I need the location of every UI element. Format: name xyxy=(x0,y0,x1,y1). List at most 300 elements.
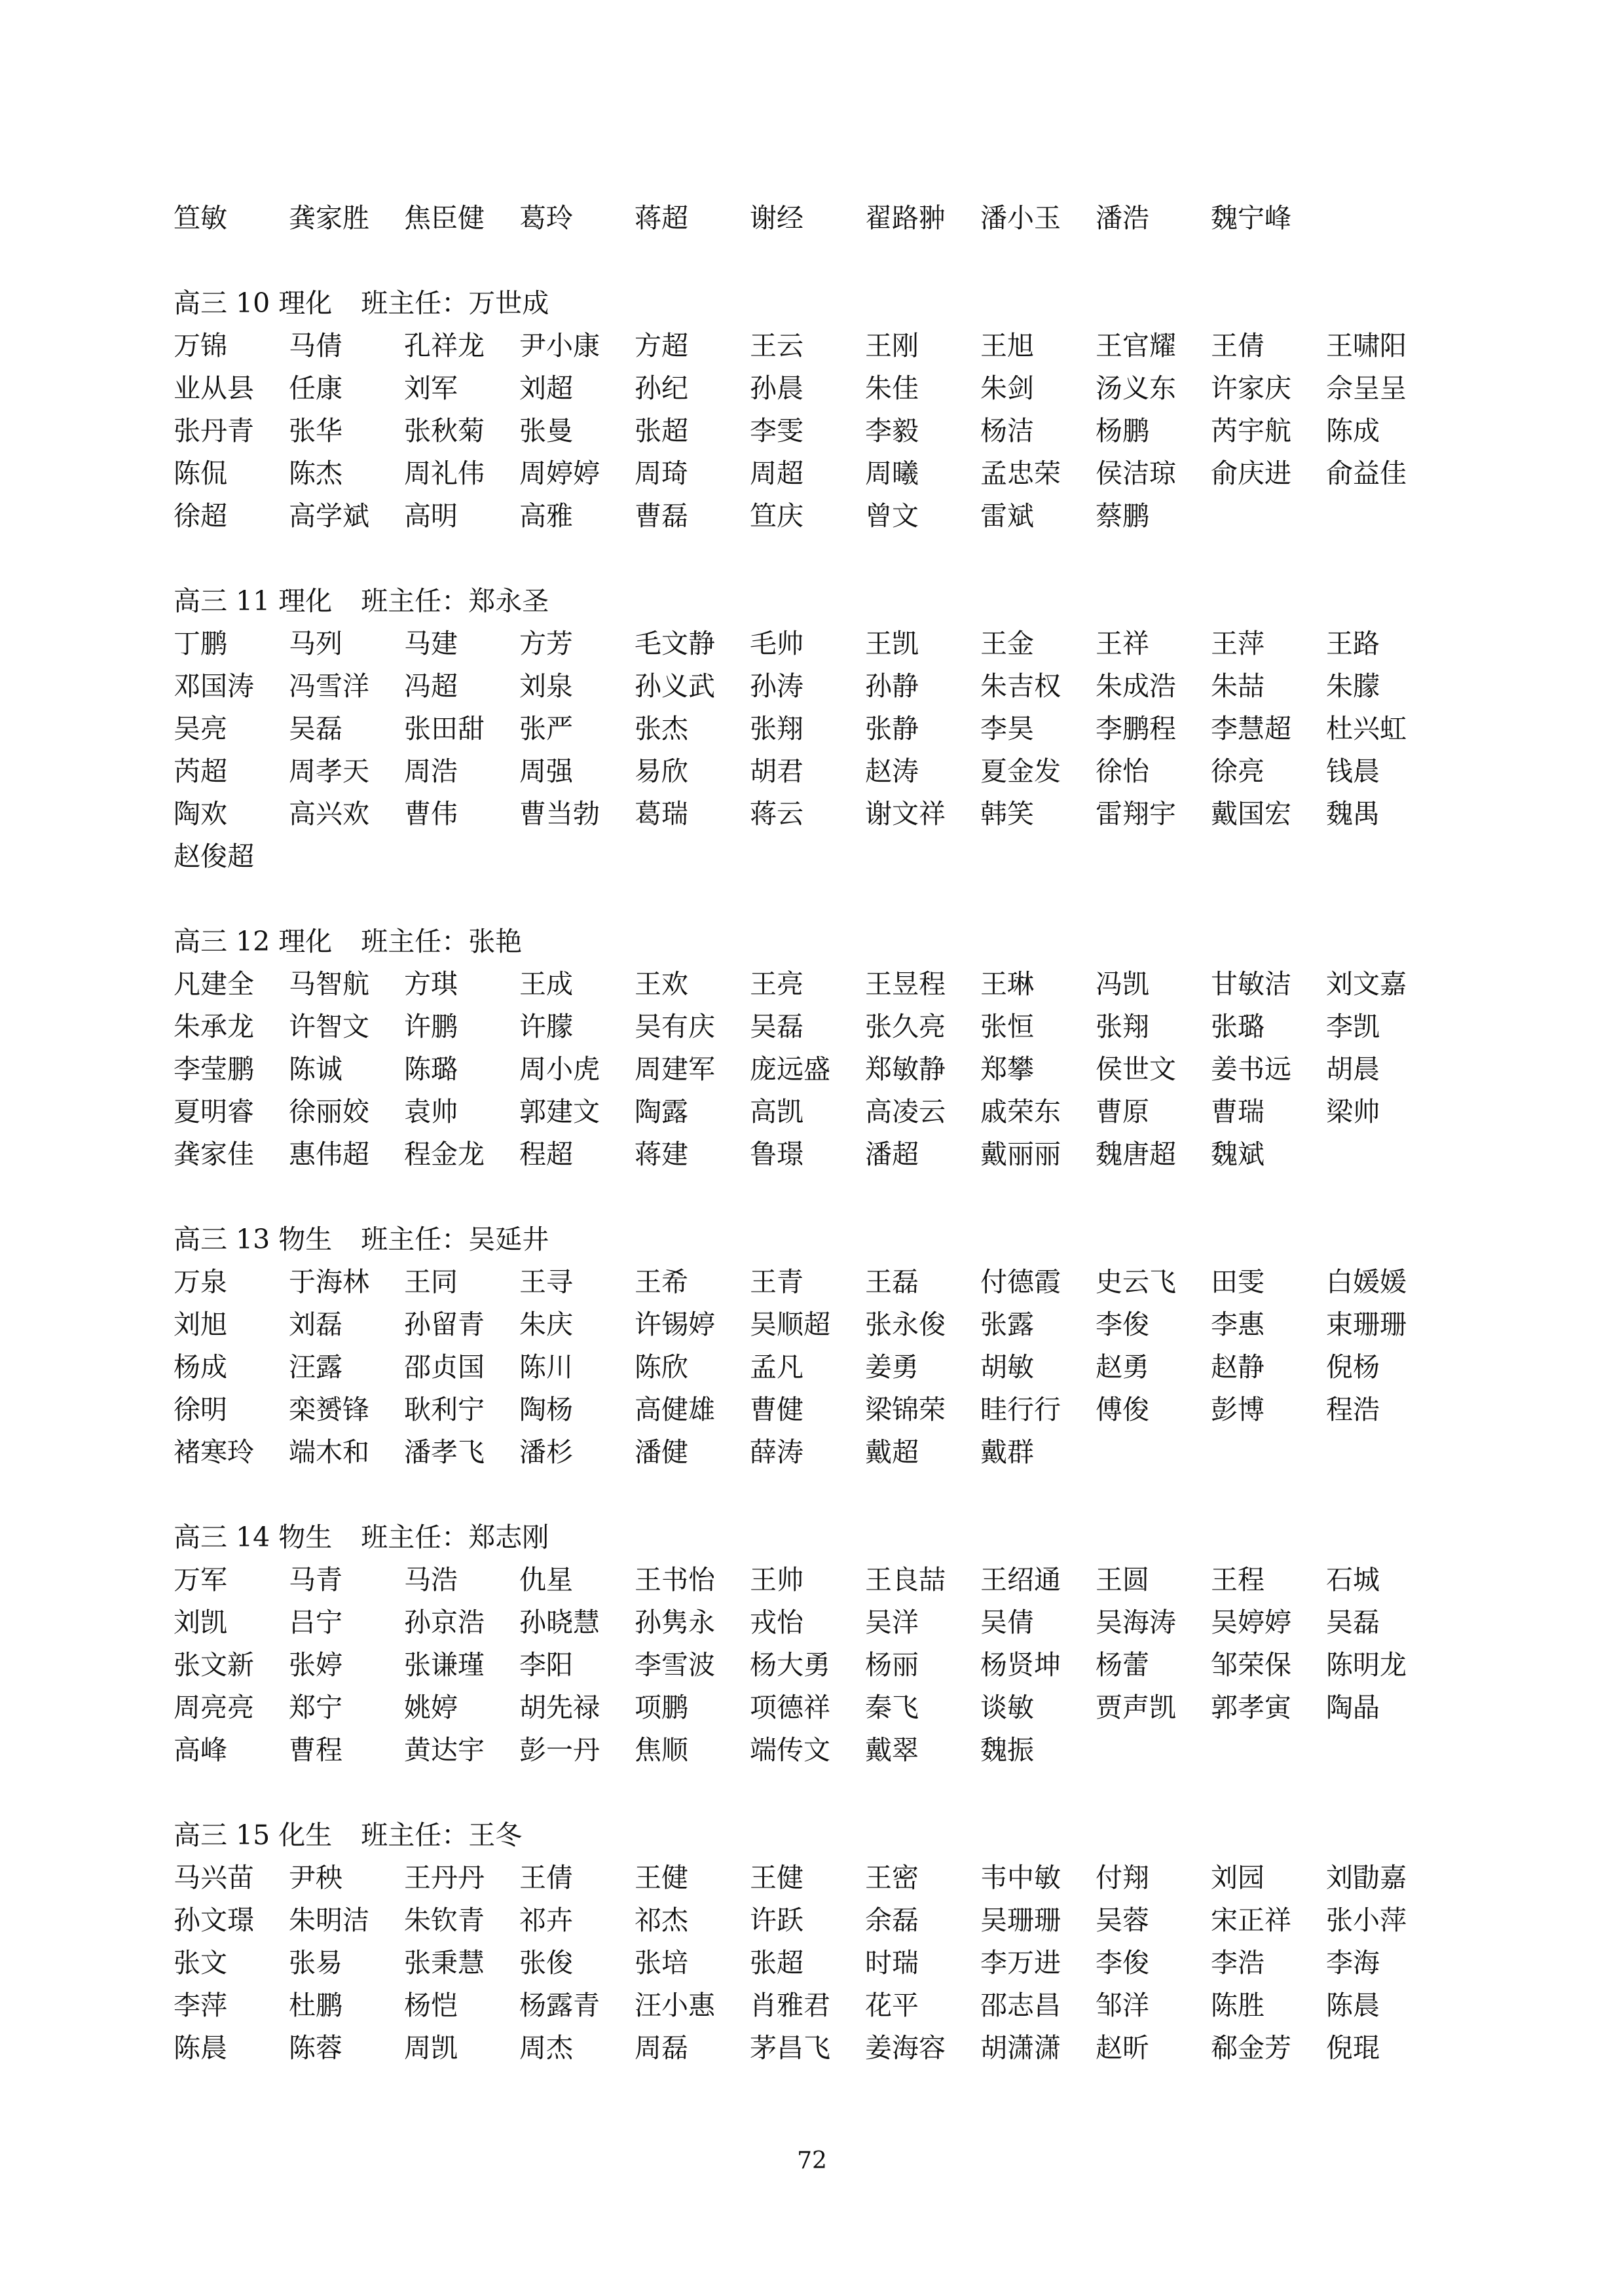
student-name: 王寻 xyxy=(519,1266,573,1298)
student-row xyxy=(174,1135,1457,1174)
student-name: 许朦 xyxy=(519,1011,573,1042)
student-name: 戴翠 xyxy=(865,1734,919,1766)
student-name: 尹小康 xyxy=(519,330,600,361)
student-name: 戴丽丽 xyxy=(980,1139,1061,1170)
student-row xyxy=(174,1901,1457,1940)
student-name: 万泉 xyxy=(174,1266,227,1298)
student-name: 张杰 xyxy=(635,713,688,744)
student-name: 郭孝寅 xyxy=(1211,1692,1291,1723)
student-name: 张丹青 xyxy=(174,415,254,446)
student-name: 毛文静 xyxy=(635,628,715,659)
student-name: 王同 xyxy=(404,1266,458,1298)
student-name: 夏明睿 xyxy=(174,1096,254,1127)
student-row xyxy=(174,1432,1457,1472)
student-name: 王云 xyxy=(750,330,803,361)
student-row xyxy=(174,1603,1457,1642)
student-name: 吴顺超 xyxy=(750,1309,830,1340)
student-name: 李毅 xyxy=(865,415,919,446)
student-name: 凡建全 xyxy=(174,968,254,1000)
student-name: 倪琨 xyxy=(1326,2032,1380,2064)
student-name: 徐超 xyxy=(174,500,227,532)
student-name: 刘凯 xyxy=(174,1607,227,1638)
student-name: 周琦 xyxy=(635,458,688,489)
student-name: 潘小玉 xyxy=(980,202,1061,234)
student-name: 薛涛 xyxy=(750,1436,803,1468)
head-teacher: 班主任：吴延井 xyxy=(361,1224,549,1255)
student-name: 刘旭 xyxy=(174,1309,227,1340)
student-name: 马兴苗 xyxy=(174,1862,254,1893)
student-name: 焦顺 xyxy=(635,1734,688,1766)
student-name: 王倩 xyxy=(1211,330,1264,361)
student-name: 姜勇 xyxy=(865,1351,919,1383)
student-name: 冯雪洋 xyxy=(289,670,369,702)
student-name: 汪露 xyxy=(289,1351,342,1383)
class-section-header xyxy=(174,581,549,621)
student-name: 孟凡 xyxy=(750,1351,803,1383)
student-name: 孙晨 xyxy=(750,373,803,404)
student-name: 雷翔宇 xyxy=(1096,798,1176,829)
student-name: 付翔 xyxy=(1096,1862,1149,1893)
student-name: 王旭 xyxy=(980,330,1034,361)
student-name: 吴亮 xyxy=(174,713,227,744)
student-name: 马青 xyxy=(289,1564,342,1595)
student-name: 许鹏 xyxy=(404,1011,458,1042)
student-name: 周超 xyxy=(750,458,803,489)
student-name: 陈诚 xyxy=(289,1053,342,1085)
student-name: 刘园 xyxy=(1211,1862,1264,1893)
student-row xyxy=(174,1007,1457,1046)
student-name: 姚婷 xyxy=(404,1692,458,1723)
student-name: 王书怡 xyxy=(635,1564,715,1595)
student-name: 孔祥龙 xyxy=(404,330,485,361)
student-name: 赵静 xyxy=(1211,1351,1264,1383)
student-name: 吴倩 xyxy=(980,1607,1034,1638)
student-name: 龚家佳 xyxy=(174,1139,254,1170)
student-name: 王希 xyxy=(635,1266,688,1298)
class-section-header xyxy=(174,1518,549,1557)
student-name: 朱佳 xyxy=(865,373,919,404)
student-name: 付德霞 xyxy=(980,1266,1061,1298)
student-name: 许锡婷 xyxy=(635,1309,715,1340)
student-name: 张露 xyxy=(980,1309,1034,1340)
student-name: 张恒 xyxy=(980,1011,1034,1042)
student-name: 毛帅 xyxy=(750,628,803,659)
student-row xyxy=(174,454,1457,493)
student-name: 孙隽永 xyxy=(635,1607,715,1638)
student-name: 周磊 xyxy=(635,2032,688,2064)
student-name: 侯世文 xyxy=(1096,1053,1176,1085)
student-name: 方芳 xyxy=(519,628,573,659)
student-name: 杨蕾 xyxy=(1096,1649,1149,1681)
student-name: 刘文嘉 xyxy=(1326,968,1407,1000)
student-name: 张曼 xyxy=(519,415,573,446)
student-name: 戎怡 xyxy=(750,1607,803,1638)
student-name: 雷斌 xyxy=(980,500,1034,532)
student-row xyxy=(174,1943,1457,1982)
student-name: 冯凯 xyxy=(1096,968,1149,1000)
student-name: 孟忠荣 xyxy=(980,458,1061,489)
student-name: 谈敏 xyxy=(980,1692,1034,1723)
student-name: 王祥 xyxy=(1096,628,1149,659)
student-name: 王帅 xyxy=(750,1564,803,1595)
student-name: 周浩 xyxy=(404,756,458,787)
student-name: 朱朦 xyxy=(1326,670,1380,702)
student-name: 陈杰 xyxy=(289,458,342,489)
student-name: 花平 xyxy=(865,1990,919,2021)
student-name: 张文 xyxy=(174,1947,227,1978)
student-name: 钱晨 xyxy=(1326,756,1380,787)
student-name: 魏宁峰 xyxy=(1211,202,1291,234)
student-name: 徐明 xyxy=(174,1394,227,1425)
student-name: 曹磊 xyxy=(635,500,688,532)
student-name: 王青 xyxy=(750,1266,803,1298)
student-name: 彭一丹 xyxy=(519,1734,600,1766)
student-row xyxy=(174,624,1457,663)
student-name: 徐亮 xyxy=(1211,756,1264,787)
student-name: 马浩 xyxy=(404,1564,458,1595)
student-name: 魏振 xyxy=(980,1734,1034,1766)
student-name: 吴磊 xyxy=(1326,1607,1380,1638)
student-name: 赵涛 xyxy=(865,756,919,787)
student-name: 高凌云 xyxy=(865,1096,946,1127)
page-number: 72 xyxy=(797,2147,827,2174)
student-name: 龚家胜 xyxy=(289,202,369,234)
student-name: 方超 xyxy=(635,330,688,361)
student-name: 魏唐超 xyxy=(1096,1139,1176,1170)
student-name: 易欣 xyxy=(635,756,688,787)
student-name: 梁锦荣 xyxy=(865,1394,946,1425)
student-name: 周杰 xyxy=(519,2032,573,2064)
student-name: 项德祥 xyxy=(750,1692,830,1723)
student-name: 李慧超 xyxy=(1211,713,1291,744)
student-name: 杨露青 xyxy=(519,1990,600,2021)
student-name: 庞远盛 xyxy=(750,1053,830,1085)
student-name: 陈明龙 xyxy=(1326,1649,1407,1681)
student-name: 田雯 xyxy=(1211,1266,1264,1298)
student-name: 李莹鹏 xyxy=(174,1053,254,1085)
student-name: 曹伟 xyxy=(404,798,458,829)
student-row xyxy=(174,794,1457,833)
student-name: 端传文 xyxy=(750,1734,830,1766)
student-name: 程超 xyxy=(519,1139,573,1170)
student-name: 褚寒玲 xyxy=(174,1436,254,1468)
student-name: 吴蓉 xyxy=(1096,1904,1149,1936)
student-name: 耿利宁 xyxy=(404,1394,485,1425)
head-teacher: 班主任：王冬 xyxy=(361,1819,523,1851)
student-name: 王啸阳 xyxy=(1326,330,1407,361)
student-name: 周孝天 xyxy=(289,756,369,787)
student-row xyxy=(174,411,1457,450)
student-name: 孙涛 xyxy=(750,670,803,702)
student-name: 业从县 xyxy=(174,373,254,404)
student-name: 潘健 xyxy=(635,1436,688,1468)
student-name: 杨大勇 xyxy=(750,1649,830,1681)
head-teacher: 班主任：郑志刚 xyxy=(361,1522,549,1553)
student-row xyxy=(174,1986,1457,2025)
student-name: 邹洋 xyxy=(1096,1990,1149,2021)
student-name: 芮宇航 xyxy=(1211,415,1291,446)
student-name: 张静 xyxy=(865,713,919,744)
student-name: 王倩 xyxy=(519,1862,573,1893)
student-name: 王磊 xyxy=(865,1266,919,1298)
student-name: 张小萍 xyxy=(1326,1904,1407,1936)
student-row xyxy=(174,326,1457,365)
student-name: 邹荣保 xyxy=(1211,1649,1291,1681)
student-name: 王圆 xyxy=(1096,1564,1149,1595)
student-name: 曹原 xyxy=(1096,1096,1149,1127)
student-name: 吴有庆 xyxy=(635,1011,715,1042)
student-name: 邓国涛 xyxy=(174,670,254,702)
student-name: 祁杰 xyxy=(635,1904,688,1936)
student-name: 刘超 xyxy=(519,373,573,404)
student-name: 高健雄 xyxy=(635,1394,715,1425)
student-name: 张易 xyxy=(289,1947,342,1978)
student-name: 高凯 xyxy=(750,1096,803,1127)
student-name: 袁帅 xyxy=(404,1096,458,1127)
student-name: 赵勇 xyxy=(1096,1351,1149,1383)
student-name: 王程 xyxy=(1211,1564,1264,1595)
student-name: 高学斌 xyxy=(289,500,369,532)
student-name: 孙纪 xyxy=(635,373,688,404)
student-row xyxy=(174,2028,1457,2068)
student-name: 戚荣东 xyxy=(980,1096,1061,1127)
student-row xyxy=(174,1049,1457,1089)
student-name: 朱喆 xyxy=(1211,670,1264,702)
student-name: 马列 xyxy=(289,628,342,659)
student-name: 朱庆 xyxy=(519,1309,573,1340)
student-name: 邵贞国 xyxy=(404,1351,485,1383)
student-name: 李萍 xyxy=(174,1990,227,2021)
student-name: 项鹏 xyxy=(635,1692,688,1723)
student-name: 丁鹏 xyxy=(174,628,227,659)
student-name: 朱剑 xyxy=(980,373,1034,404)
student-name: 秦飞 xyxy=(865,1692,919,1723)
student-name: 邵志昌 xyxy=(980,1990,1061,2021)
student-name: 孙义武 xyxy=(635,670,715,702)
student-name: 蔡鹏 xyxy=(1096,500,1149,532)
student-name: 李雪波 xyxy=(635,1649,715,1681)
student-name: 李阳 xyxy=(519,1649,573,1681)
student-name: 杨鹏 xyxy=(1096,415,1149,446)
student-name: 张翔 xyxy=(1096,1011,1149,1042)
student-name: 李昊 xyxy=(980,713,1034,744)
class-section-header xyxy=(174,283,549,323)
student-row xyxy=(174,1560,1457,1599)
student-name: 魏禺 xyxy=(1326,798,1380,829)
student-name: 张秋菊 xyxy=(404,415,485,446)
student-name: 曹程 xyxy=(289,1734,342,1766)
student-name: 张翔 xyxy=(750,713,803,744)
student-name: 万军 xyxy=(174,1564,227,1595)
student-name: 白媛媛 xyxy=(1326,1266,1407,1298)
student-name: 吴磊 xyxy=(750,1011,803,1042)
student-name: 王绍通 xyxy=(980,1564,1061,1595)
student-name: 李海 xyxy=(1326,1947,1380,1978)
student-name: 杨丽 xyxy=(865,1649,919,1681)
student-name: 梁帅 xyxy=(1326,1096,1380,1127)
student-name: 笪敏 xyxy=(174,202,227,234)
student-name: 焦臣健 xyxy=(404,202,485,234)
student-name: 吴海涛 xyxy=(1096,1607,1176,1638)
student-name: 周小虎 xyxy=(519,1053,600,1085)
student-name: 朱承龙 xyxy=(174,1011,254,1042)
student-name: 谢经 xyxy=(750,202,803,234)
student-name: 高明 xyxy=(404,500,458,532)
student-name: 曹瑞 xyxy=(1211,1096,1264,1127)
student-name: 胡先禄 xyxy=(519,1692,600,1723)
student-name: 吴婷婷 xyxy=(1211,1607,1291,1638)
student-name: 朱明洁 xyxy=(289,1904,369,1936)
student-name: 李雯 xyxy=(750,415,803,446)
student-name: 石城 xyxy=(1326,1564,1380,1595)
student-name: 戴超 xyxy=(865,1436,919,1468)
student-name: 王成 xyxy=(519,968,573,1000)
student-row xyxy=(174,1305,1457,1344)
student-name: 戴群 xyxy=(980,1436,1034,1468)
student-name: 张超 xyxy=(635,415,688,446)
student-name: 陈成 xyxy=(1326,415,1380,446)
student-row xyxy=(174,1730,1457,1770)
student-name: 陈蓉 xyxy=(289,2032,342,2064)
student-name: 姜海容 xyxy=(865,2032,946,2064)
student-name: 杜兴虹 xyxy=(1326,713,1407,744)
student-name: 徐丽姣 xyxy=(289,1096,369,1127)
student-name: 许跃 xyxy=(750,1904,803,1936)
student-name: 潘孝飞 xyxy=(404,1436,485,1468)
student-name: 刘勖嘉 xyxy=(1326,1862,1407,1893)
class-name: 高三 11 理化 xyxy=(174,585,333,617)
student-name: 吴洋 xyxy=(865,1607,919,1638)
student-name: 仇星 xyxy=(519,1564,573,1595)
student-name: 朱成浩 xyxy=(1096,670,1176,702)
student-name: 张华 xyxy=(289,415,342,446)
student-name: 佘呈呈 xyxy=(1326,373,1407,404)
student-name: 高峰 xyxy=(174,1734,227,1766)
student-name: 陶杨 xyxy=(519,1394,573,1425)
student-name: 张田甜 xyxy=(404,713,485,744)
student-name: 贾声凯 xyxy=(1096,1692,1176,1723)
student-name: 周凯 xyxy=(404,2032,458,2064)
student-name: 王欢 xyxy=(635,968,688,1000)
student-name: 张谦瑾 xyxy=(404,1649,485,1681)
student-name: 马智航 xyxy=(289,968,369,1000)
student-name: 端木和 xyxy=(289,1436,369,1468)
student-name: 张久亮 xyxy=(865,1011,946,1042)
student-name: 王金 xyxy=(980,628,1034,659)
student-name: 俞益佳 xyxy=(1326,458,1407,489)
student-name: 郑敏静 xyxy=(865,1053,946,1085)
student-name: 许智文 xyxy=(289,1011,369,1042)
student-name: 蒋云 xyxy=(750,798,803,829)
student-name: 徐怡 xyxy=(1096,756,1149,787)
class-name: 高三 14 物生 xyxy=(174,1522,333,1553)
student-name: 祁卉 xyxy=(519,1904,573,1936)
student-name: 杨恺 xyxy=(404,1990,458,2021)
student-row xyxy=(174,666,1457,706)
student-name: 宋正祥 xyxy=(1211,1904,1291,1936)
student-name: 张婷 xyxy=(289,1649,342,1681)
student-name: 郗金芳 xyxy=(1211,2032,1291,2064)
student-name: 陈欣 xyxy=(635,1351,688,1383)
head-teacher: 班主任：万世成 xyxy=(361,287,549,319)
student-name: 方琪 xyxy=(404,968,458,1000)
student-name: 姜书远 xyxy=(1211,1053,1291,1085)
student-name: 郑攀 xyxy=(980,1053,1034,1085)
head-teacher: 班主任：郑永圣 xyxy=(361,585,549,617)
student-name: 惠伟超 xyxy=(289,1139,369,1170)
student-name: 王丹丹 xyxy=(404,1862,485,1893)
student-name: 戴国宏 xyxy=(1211,798,1291,829)
class-section-header xyxy=(174,1815,522,1855)
student-name: 张培 xyxy=(635,1947,688,1978)
student-name: 冯超 xyxy=(404,670,458,702)
student-name: 侯洁琼 xyxy=(1096,458,1176,489)
class-name: 高三 13 物生 xyxy=(174,1224,333,1255)
student-name: 韦中敏 xyxy=(980,1862,1061,1893)
student-name: 陈胜 xyxy=(1211,1990,1264,2021)
class-section-header xyxy=(174,922,522,961)
student-name: 谢文祥 xyxy=(865,798,946,829)
student-name: 任康 xyxy=(289,373,342,404)
student-name: 葛瑞 xyxy=(635,798,688,829)
student-name: 尹秧 xyxy=(289,1862,342,1893)
student-name: 周曦 xyxy=(865,458,919,489)
student-row xyxy=(174,198,1457,238)
student-name: 王健 xyxy=(750,1862,803,1893)
class-section-header xyxy=(174,1220,549,1259)
student-name: 王良喆 xyxy=(865,1564,946,1595)
student-name: 陈晨 xyxy=(174,2032,227,2064)
student-name: 赵昕 xyxy=(1096,2032,1149,2064)
student-row xyxy=(174,837,1457,876)
student-name: 魏斌 xyxy=(1211,1139,1264,1170)
student-name: 笪庆 xyxy=(750,500,803,532)
student-name: 郑宁 xyxy=(289,1692,342,1723)
student-name: 鲁璟 xyxy=(750,1139,803,1170)
student-name: 李俊 xyxy=(1096,1309,1149,1340)
student-row xyxy=(174,369,1457,408)
student-name: 张严 xyxy=(519,713,573,744)
student-name: 王亮 xyxy=(750,968,803,1000)
student-name: 高雅 xyxy=(519,500,573,532)
student-name: 许家庆 xyxy=(1211,373,1291,404)
student-name: 周婷婷 xyxy=(519,458,600,489)
student-name: 汤义东 xyxy=(1096,373,1176,404)
student-name: 张永俊 xyxy=(865,1309,946,1340)
student-name: 陶晶 xyxy=(1326,1692,1380,1723)
student-name: 马建 xyxy=(404,628,458,659)
student-name: 栾赟锋 xyxy=(289,1394,369,1425)
student-name: 孙留青 xyxy=(404,1309,485,1340)
student-name: 吴磊 xyxy=(289,713,342,744)
student-name: 杨成 xyxy=(174,1351,227,1383)
student-name: 韩笑 xyxy=(980,798,1034,829)
student-name: 李俊 xyxy=(1096,1947,1149,1978)
student-name: 程金龙 xyxy=(404,1139,485,1170)
student-name: 倪杨 xyxy=(1326,1351,1380,1383)
student-name: 潘超 xyxy=(865,1139,919,1170)
student-name: 王琳 xyxy=(980,968,1034,1000)
student-name: 肖雅君 xyxy=(750,1990,830,2021)
student-name: 李凯 xyxy=(1326,1011,1380,1042)
student-name: 夏金发 xyxy=(980,756,1061,787)
student-name: 蒋超 xyxy=(635,202,688,234)
student-row xyxy=(174,1858,1457,1897)
student-name: 王路 xyxy=(1326,628,1380,659)
student-row xyxy=(174,1092,1457,1131)
student-name: 陶露 xyxy=(635,1096,688,1127)
student-name: 朱吉权 xyxy=(980,670,1061,702)
